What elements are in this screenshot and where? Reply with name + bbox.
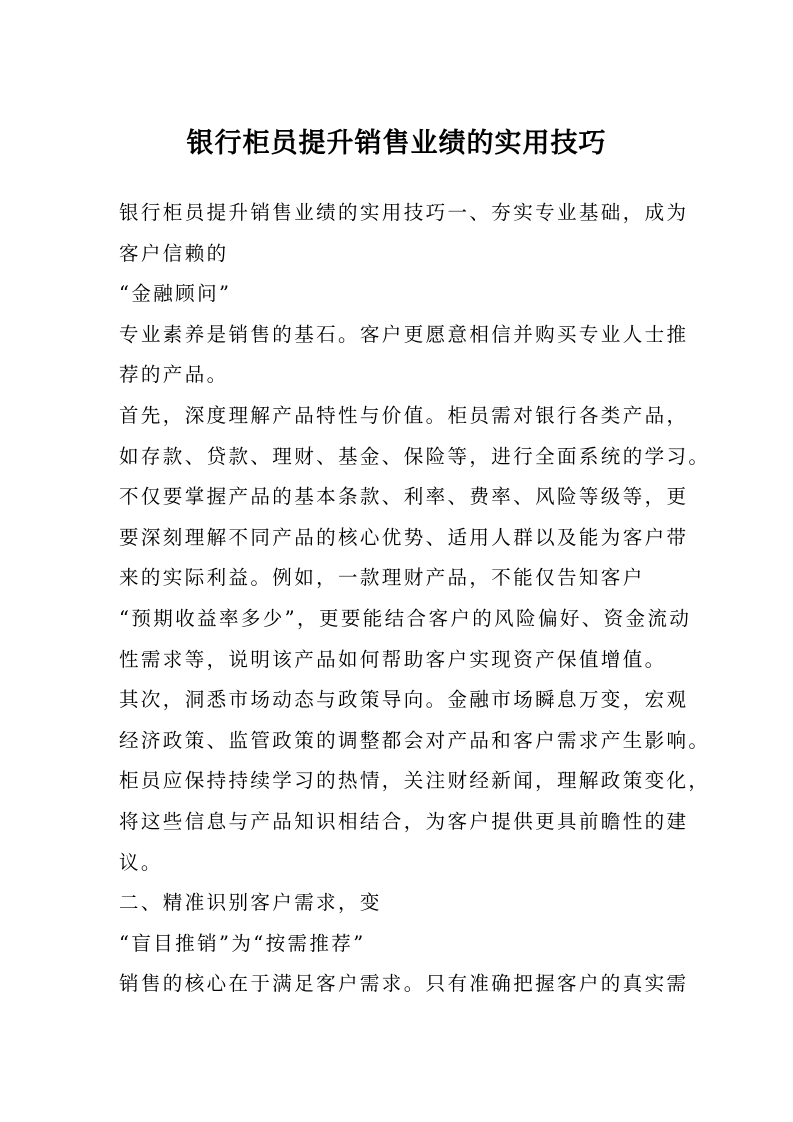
text-line: 荐的产品。: [119, 363, 229, 387]
document-body: [119, 193, 711, 1005]
text-line: 银行柜员提升销售业绩的实用技巧一、夯实专业基础，成为: [119, 201, 689, 224]
text-line: “预期收益率多少”，更要能结合客户的风险偏好、资金流动: [119, 606, 692, 630]
text-line: 首先，深度理解产品特性与价值。柜员需对银行各类产品，: [119, 403, 689, 427]
text-line: 性需求等，说明该产品如何帮助客户实现资产保值增值。: [119, 647, 667, 671]
text-line: 将这些信息与产品知识相结合，为客户提供更具前瞻性的建: [119, 809, 689, 833]
text-line: 客户信赖的: [119, 241, 229, 265]
text-line: 要深刻理解不同产品的核心优势、适用人群以及能为客户带: [119, 525, 689, 549]
text-line: 销售的核心在于满足客户需求。只有准确把握客户的真实需: [119, 972, 689, 996]
text-line: “盲目推销”为“按需推荐”: [119, 931, 366, 955]
text-line: 来的实际利益。例如，一款理财产品，不能仅告知客户: [119, 566, 645, 590]
text-line: “金融顾问”: [119, 282, 232, 306]
text-line: 柜员应保持持续学习的热情，关注财经新闻，理解政策变化，: [119, 769, 711, 793]
text-line: 如存款、贷款、理财、基金、保险等，进行全面系统的学习。: [119, 444, 711, 468]
text-line: 经济政策、监管政策的调整都会对产品和客户需求产生影响。: [119, 728, 711, 752]
document-title: 银行柜员提升销售业绩的实用技巧: [186, 128, 607, 159]
text-line: 其次，洞悉市场动态与政策导向。金融市场瞬息万变，宏观: [119, 688, 689, 712]
text-line: 议。: [119, 850, 163, 874]
text-line: 二、精准识别客户需求，变: [119, 891, 382, 915]
text-line: 专业素养是销售的基石。客户更愿意相信并购买专业人士推: [119, 322, 689, 346]
text-line: 不仅要掌握产品的基本条款、利率、费率、风险等级等，更: [119, 485, 689, 509]
